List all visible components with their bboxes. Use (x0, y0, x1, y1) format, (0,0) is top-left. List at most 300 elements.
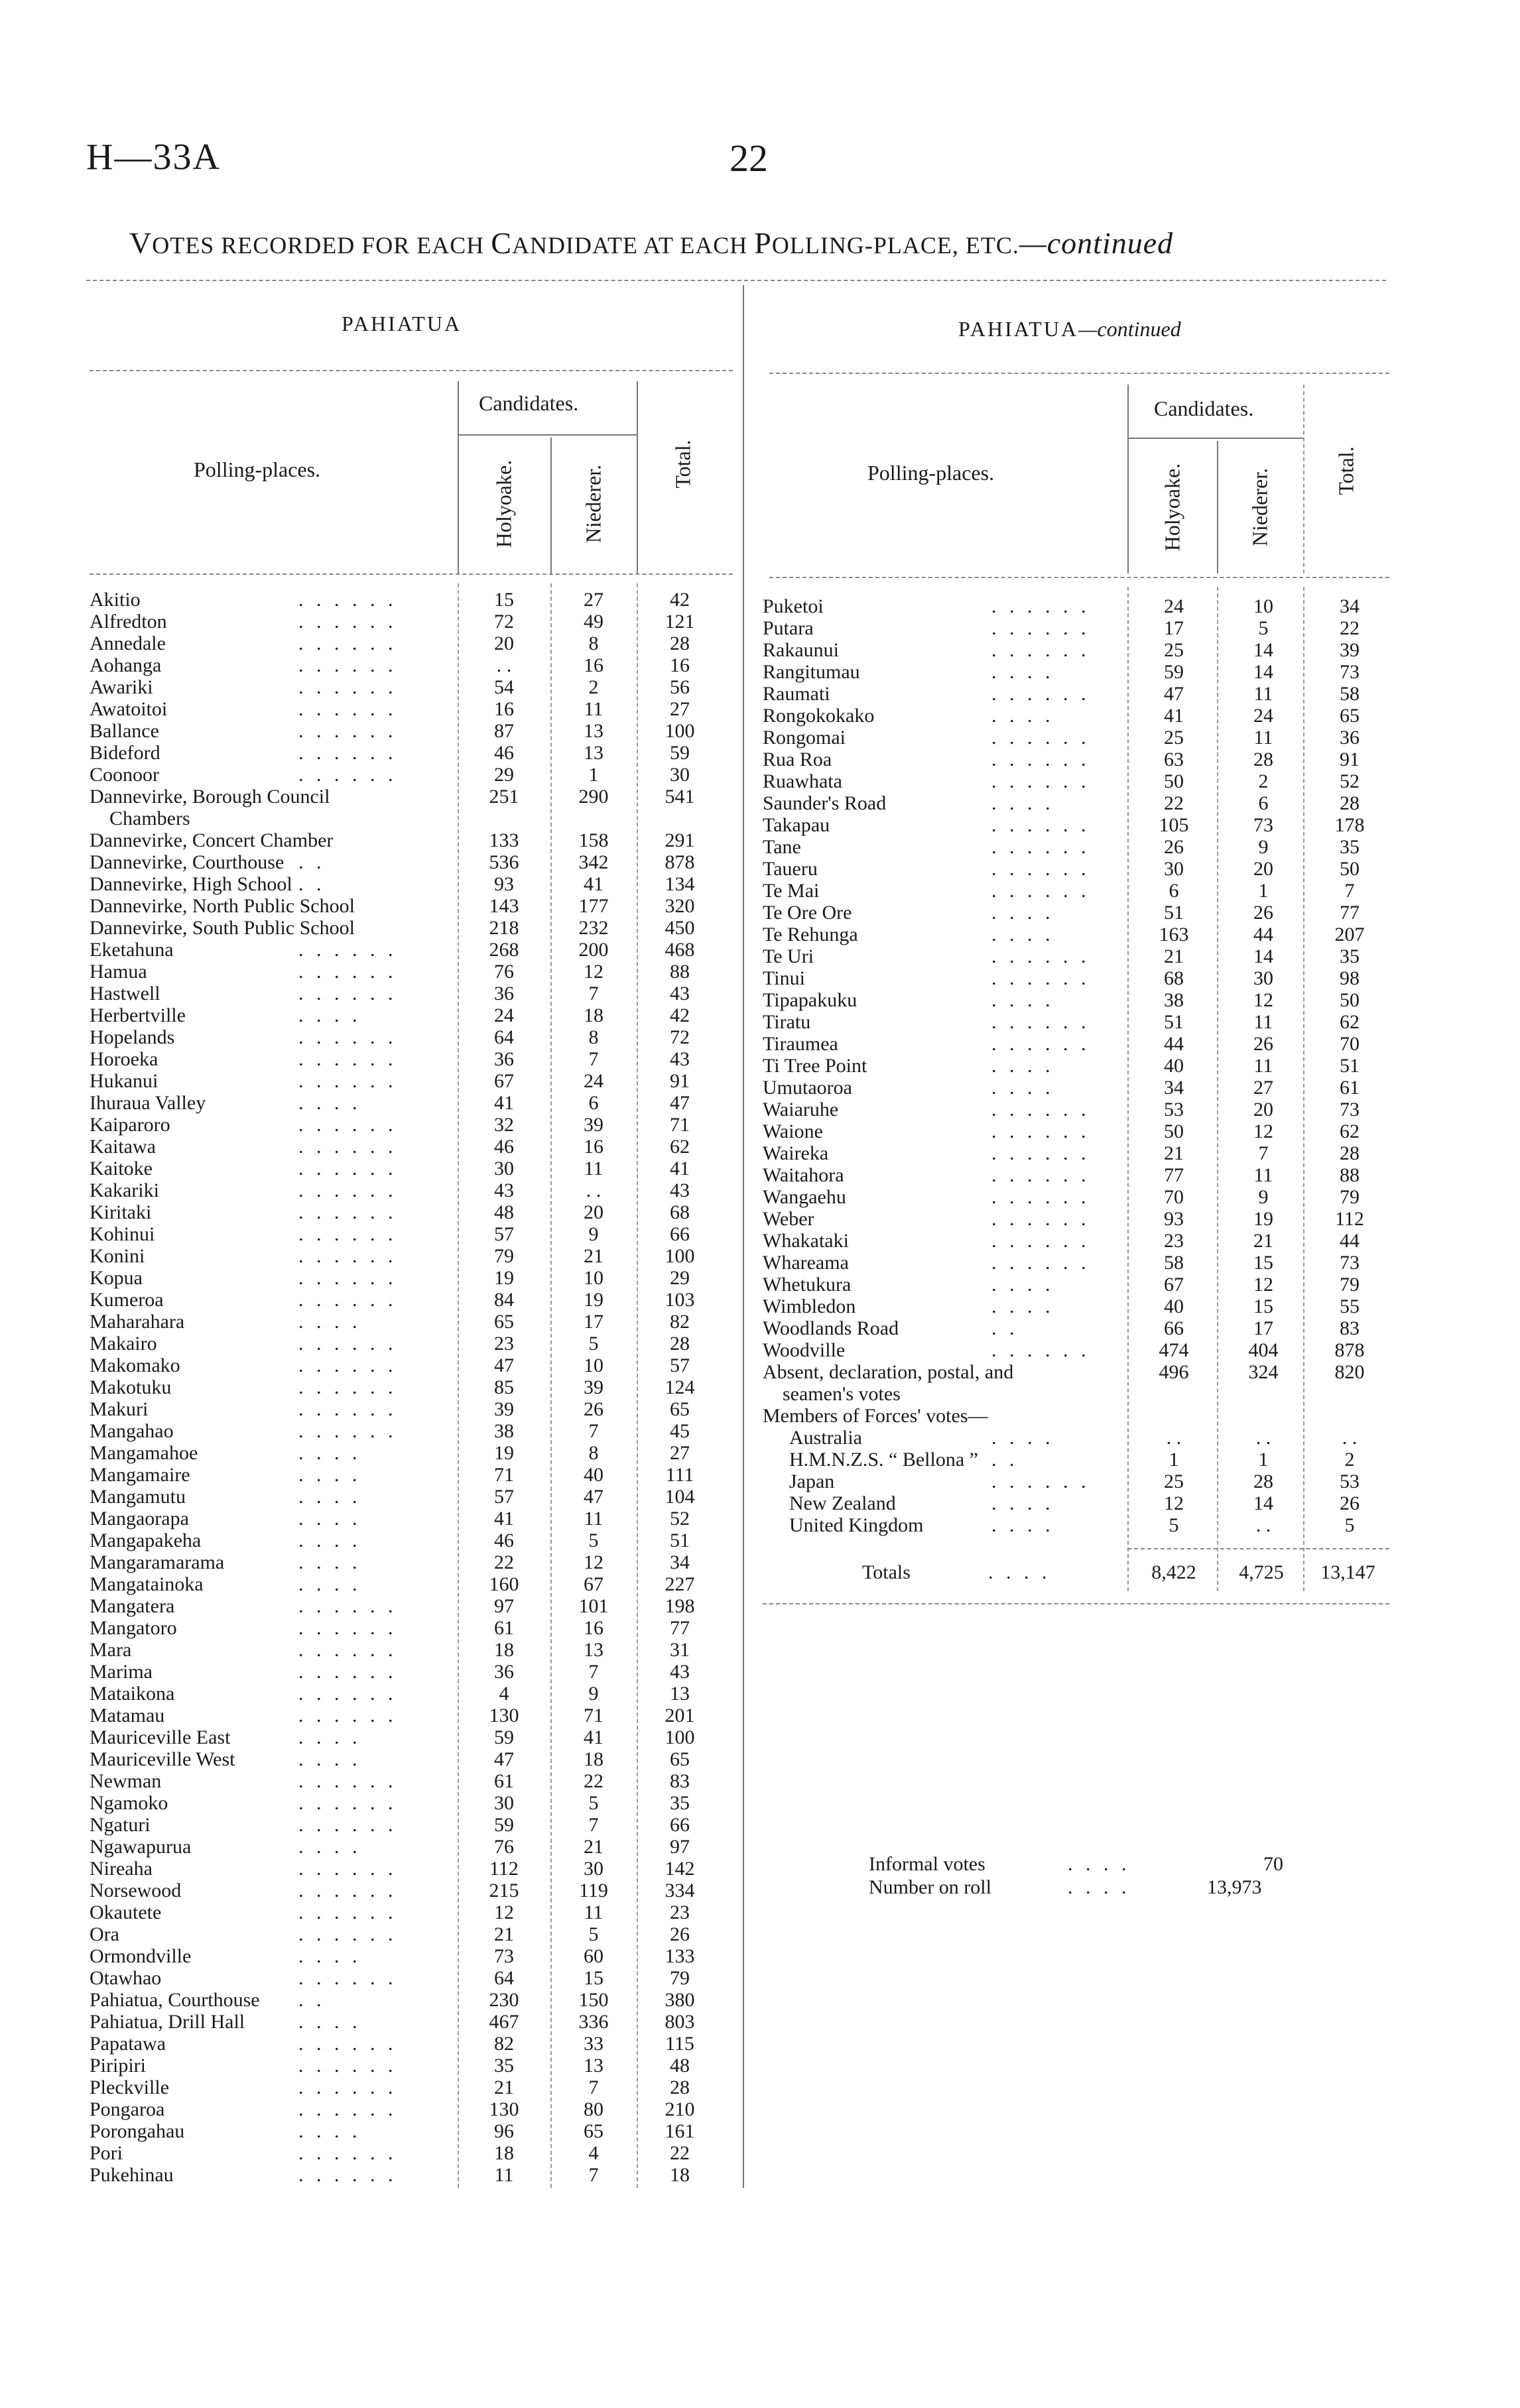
table-row (90, 1726, 733, 1748)
leader-dots: . . (991, 1449, 1019, 1471)
table-row (763, 1120, 1389, 1142)
table-row (763, 792, 1389, 814)
total-votes: 291 (665, 829, 695, 851)
polling-place-name: Nireaha (90, 1858, 153, 1880)
total-votes: 58 (1340, 683, 1360, 705)
right-polling-places-label: Polling-places. (867, 461, 995, 485)
leader-dots: . . . . . . (991, 945, 1090, 967)
leader-dots: . . . . (298, 1464, 361, 1486)
niederer-votes: 5 (588, 1792, 599, 1814)
leader-dots: . . . . . . (991, 595, 1090, 617)
table-row (763, 1164, 1389, 1186)
total-votes: 39 (1340, 639, 1360, 661)
table-row (90, 654, 733, 676)
holyoake-votes: 25 (1164, 639, 1184, 661)
holyoake-votes: 15 (494, 589, 514, 611)
niederer-votes: 232 (578, 917, 609, 939)
table-row (90, 1967, 733, 1989)
table-row (90, 1923, 733, 1945)
niederer-votes: 14 (1253, 639, 1273, 661)
polling-place-name: Pongaroa (90, 2098, 165, 2120)
total-votes: 62 (670, 1136, 690, 1158)
leader-dots: . . . . . . (298, 2098, 397, 2120)
niederer-votes: 12 (1253, 989, 1273, 1011)
niederer-votes: 13 (584, 1639, 603, 1661)
left-col-niederer: Niederer. (581, 464, 605, 544)
niederer-votes: . . (586, 1179, 602, 1201)
niederer-votes: 15 (1253, 1295, 1273, 1317)
polling-place-name: Mangamahoe (90, 1442, 198, 1464)
table-row (90, 1508, 733, 1530)
leader-dots: . . . . (298, 1726, 361, 1748)
title-part: V (129, 226, 153, 260)
table-row (763, 1142, 1389, 1164)
holyoake-votes: 163 (1159, 924, 1189, 945)
total-votes: 227 (665, 1573, 695, 1595)
total-votes: 115 (665, 2033, 694, 2055)
leader-dots: . . (298, 851, 326, 873)
niederer-votes: 11 (584, 1901, 603, 1923)
totals-bottom-rule (763, 1603, 1389, 1604)
total-votes: 73 (1340, 1252, 1360, 1274)
leader-dots: . . . . . . (298, 632, 397, 654)
niederer-votes: 10 (584, 1354, 603, 1376)
polling-place-name: Ihuraua Valley (90, 1092, 206, 1114)
polling-place-name: Hastwell (90, 983, 160, 1004)
table-row (90, 2055, 733, 2077)
total-votes: 43 (670, 1048, 690, 1070)
holyoake-votes: 6 (1169, 880, 1179, 902)
table-row (763, 989, 1389, 1011)
leader-dots: . . . . (298, 1836, 361, 1858)
niederer-votes: 404 (1248, 1339, 1279, 1361)
leader-dots: . . . . (298, 1748, 361, 1770)
left-header-top-rule (90, 370, 733, 371)
table-row (763, 814, 1389, 836)
leader-dots: . . . . (298, 1573, 361, 1595)
table-row (90, 1486, 733, 1508)
niederer-votes: 15 (1253, 1252, 1273, 1274)
table-row (763, 1252, 1389, 1274)
holyoake-votes: 16 (494, 698, 514, 720)
table-row (763, 858, 1389, 880)
table-row (763, 1033, 1389, 1055)
polling-place-name: Te Mai (763, 880, 820, 902)
table-row (763, 945, 1389, 967)
leader-dots: . . . . . . (991, 1471, 1090, 1492)
polling-place-name: Mara (90, 1639, 132, 1661)
total-votes: 468 (665, 939, 695, 961)
total-votes: 57 (670, 1354, 690, 1376)
holyoake-votes: 77 (1164, 1164, 1184, 1186)
leader-dots: . . . . (991, 989, 1054, 1011)
niederer-votes: 22 (584, 1770, 603, 1792)
polling-place-name: seamen's votes (783, 1383, 901, 1405)
niederer-votes: 9 (588, 1683, 599, 1705)
leader-dots: . . . . . . (298, 1070, 397, 1092)
polling-place-name: Dannevirke, Borough Council (90, 786, 330, 808)
total-votes: 34 (670, 1551, 690, 1573)
polling-place-name: Pahiatua, Drill Hall (90, 2011, 245, 2033)
page-number: 22 (729, 137, 768, 180)
holyoake-votes: 12 (494, 1901, 514, 1923)
polling-place-name: Umutaoroa (763, 1077, 852, 1099)
polling-place-name: Okautete (90, 1901, 162, 1923)
polling-place-name: Akitio (90, 589, 141, 611)
polling-place-name: Marima (90, 1661, 153, 1683)
holyoake-votes: 64 (494, 1026, 514, 1048)
leader-dots: . . . . (298, 1092, 361, 1114)
total-votes: 878 (1334, 1339, 1365, 1361)
table-row (763, 1077, 1389, 1099)
table-row (763, 1383, 1389, 1405)
polling-place-name: Ballance (90, 720, 159, 742)
niederer-votes: 9 (1258, 836, 1269, 858)
holyoake-votes: 35 (494, 2055, 514, 2077)
polling-place-name: Hamua (90, 961, 147, 983)
holyoake-votes: 61 (494, 1617, 514, 1639)
leader-dots: . . . . . . (991, 1142, 1090, 1164)
polling-place-name: Kaitawa (90, 1136, 156, 1158)
leader-dots: . . . . . . (298, 1333, 397, 1354)
total-votes: 72 (670, 1026, 690, 1048)
table-row (763, 1449, 1389, 1471)
holyoake-votes: 70 (1164, 1186, 1184, 1208)
total-votes: 124 (665, 1376, 695, 1398)
holyoake-votes: 25 (1164, 1471, 1184, 1492)
total-votes: 59 (670, 742, 690, 764)
polling-place-name: Te Uri (763, 945, 814, 967)
table-row (90, 1530, 733, 1551)
niederer-votes: 324 (1248, 1361, 1279, 1383)
table-row (90, 2142, 733, 2164)
table-row (90, 1136, 733, 1158)
total-votes: 43 (670, 983, 690, 1004)
title-rule (86, 280, 1386, 281)
holyoake-votes: 38 (1164, 989, 1184, 1011)
niederer-votes: 150 (578, 1989, 609, 2011)
leader-dots: . . . . . . (991, 1120, 1090, 1142)
total-votes: 83 (1340, 1317, 1360, 1339)
total-votes: 161 (665, 2120, 695, 2142)
total-votes: 7 (1344, 880, 1355, 902)
holyoake-votes: 41 (494, 1092, 514, 1114)
total-votes: 71 (670, 1114, 690, 1136)
holyoake-votes: 58 (1164, 1252, 1184, 1274)
table-row (90, 1354, 733, 1376)
polling-place-name: Whetukura (763, 1274, 852, 1295)
total-votes: 50 (1340, 989, 1360, 1011)
niederer-votes: 16 (584, 654, 603, 676)
leader-dots: . . . . . . (991, 639, 1090, 661)
title-part: OLLING-PLACE, ETC. (771, 232, 1019, 259)
niederer-votes: 24 (584, 1070, 603, 1092)
title-continued: —continued (1019, 226, 1174, 260)
niederer-votes: 7 (588, 1420, 599, 1442)
niederer-votes: 26 (584, 1398, 603, 1420)
total-votes: 27 (670, 1442, 690, 1464)
table-row (763, 705, 1389, 727)
niederer-votes: 158 (578, 829, 609, 851)
polling-place-name: Awariki (90, 676, 153, 698)
total-votes: 112 (1335, 1208, 1364, 1230)
table-row (763, 683, 1389, 705)
polling-place-name: Makairo (90, 1333, 157, 1354)
total-votes: 65 (670, 1398, 690, 1420)
number-on-roll-value: 13,973 (1207, 1876, 1262, 1898)
niederer-votes: 28 (1253, 1471, 1273, 1492)
polling-place-name: Ngaturi (90, 1814, 151, 1836)
total-votes: 103 (665, 1289, 695, 1311)
total-votes: 27 (670, 698, 690, 720)
polling-place-name: Konini (90, 1245, 145, 1267)
total-votes: 41 (670, 1158, 690, 1179)
leader-dots: . . . . . . (298, 1858, 397, 1880)
holyoake-votes: 93 (494, 873, 514, 895)
table-row (763, 1361, 1389, 1383)
total-votes: 23 (670, 1901, 690, 1923)
total-votes: 13 (670, 1683, 690, 1705)
holyoake-votes: 19 (494, 1267, 514, 1289)
leader-dots: . . . . . . (991, 770, 1090, 792)
total-votes: 66 (670, 1223, 690, 1245)
polling-place-name: Norsewood (90, 1880, 182, 1901)
leader-dots: . . . . . . (298, 1595, 397, 1617)
table-row (90, 1880, 733, 1901)
leader-dots: . . . . (298, 2011, 361, 2033)
total-votes: 62 (1340, 1011, 1360, 1033)
table-row (90, 1026, 733, 1048)
niederer-votes: . . (1255, 1514, 1271, 1536)
niederer-votes: 7 (588, 1661, 599, 1683)
polling-place-name: H.M.N.Z.S. “ Bellona ” (789, 1449, 978, 1471)
holyoake-votes: 143 (489, 895, 519, 917)
holyoake-votes: 105 (1159, 814, 1189, 836)
table-row (90, 1223, 733, 1245)
polling-place-name: Chambers (109, 808, 190, 829)
niederer-votes: 5 (588, 1333, 599, 1354)
leader-dots: . . . . (991, 1274, 1054, 1295)
niederer-votes: 11 (1253, 1055, 1273, 1077)
table-row (90, 873, 733, 895)
niederer-votes: 14 (1253, 945, 1273, 967)
polling-place-name: Whakataki (763, 1230, 849, 1252)
niederer-votes: 71 (584, 1705, 603, 1726)
table-row (763, 902, 1389, 924)
total-votes: 28 (670, 632, 690, 654)
holyoake-votes: 25 (1164, 727, 1184, 749)
table-row (763, 1274, 1389, 1295)
polling-place-name: Pleckville (90, 2077, 169, 2098)
table-row (90, 1989, 733, 2011)
total-votes: 134 (665, 873, 695, 895)
niederer-votes: 13 (584, 720, 603, 742)
niederer-votes: 21 (584, 1836, 603, 1858)
polling-place-name: Wimbledon (763, 1295, 856, 1317)
total-votes: 91 (1340, 749, 1360, 770)
total-votes: 28 (670, 2077, 690, 2098)
total-votes: 43 (670, 1179, 690, 1201)
leader-dots: . . . . . . (991, 1164, 1090, 1186)
total-votes: 28 (670, 1333, 690, 1354)
holyoake-votes: 130 (489, 1705, 519, 1726)
polling-place-name: Rongomai (763, 727, 846, 749)
niederer-votes: 200 (578, 939, 609, 961)
polling-place-name: Australia (789, 1427, 862, 1449)
table-row (90, 1945, 733, 1967)
table-row (90, 1070, 733, 1092)
niederer-votes: 39 (584, 1114, 603, 1136)
holyoake-votes: 21 (494, 1923, 514, 1945)
holyoake-votes: 47 (494, 1748, 514, 1770)
holyoake-votes: 57 (494, 1486, 514, 1508)
niederer-votes: 20 (1253, 1099, 1273, 1120)
table-row (90, 939, 733, 961)
holyoake-votes: 36 (494, 1048, 514, 1070)
right-header-top-rule (769, 373, 1389, 374)
polling-place-name: Members of Forces' votes— (763, 1405, 988, 1427)
holyoake-votes: 93 (1164, 1208, 1184, 1230)
niederer-votes: 26 (1253, 1033, 1273, 1055)
table-row (90, 1158, 733, 1179)
niederer-votes: 10 (1253, 595, 1273, 617)
leader-dots: . . . . . . (991, 1186, 1090, 1208)
holyoake-votes: 84 (494, 1289, 514, 1311)
table-row (90, 1901, 733, 1923)
holyoake-votes: 47 (1164, 683, 1184, 705)
total-votes: 207 (1334, 924, 1365, 945)
niederer-votes: 7 (1258, 1142, 1269, 1164)
leader-dots: . . . . (298, 1486, 361, 1508)
table-row (90, 983, 733, 1004)
total-votes: 16 (670, 654, 690, 676)
polling-place-name: Absent, declaration, postal, and (763, 1361, 1014, 1383)
total-votes: 48 (670, 2055, 690, 2077)
niederer-votes: 19 (1253, 1208, 1273, 1230)
total-votes: 31 (670, 1639, 690, 1661)
table-row (90, 2098, 733, 2120)
niederer-votes: 7 (588, 1814, 599, 1836)
niederer-votes: 14 (1253, 661, 1273, 683)
holyoake-votes: 76 (494, 961, 514, 983)
polling-place-name: Annedale (90, 632, 166, 654)
table-row (90, 917, 733, 939)
niederer-votes: 5 (588, 1923, 599, 1945)
holyoake-votes: 130 (489, 2098, 519, 2120)
leader-dots: . . . . (298, 1551, 361, 1573)
niederer-votes: 336 (578, 2011, 609, 2033)
polling-place-name: Pukehinau (90, 2164, 174, 2186)
right-col-holyoake: Holyoake. (1160, 463, 1184, 552)
title-part: ANDIDATE AT EACH (511, 232, 755, 259)
total-votes: 133 (665, 1945, 695, 1967)
niederer-votes: 49 (584, 611, 603, 632)
total-votes: 83 (670, 1770, 690, 1792)
holyoake-votes: 61 (494, 1770, 514, 1792)
table-row (763, 727, 1389, 749)
niederer-votes: 2 (1258, 770, 1269, 792)
niederer-votes: 13 (584, 2055, 603, 2077)
niederer-votes: 44 (1253, 924, 1273, 945)
total-votes: 820 (1334, 1361, 1365, 1383)
total-votes: 35 (670, 1792, 690, 1814)
leader-dots: . . . . (991, 1295, 1054, 1317)
number-on-roll-label: Number on roll (869, 1876, 991, 1898)
holyoake-votes: 251 (489, 786, 519, 808)
table-row (763, 1011, 1389, 1033)
total-votes: 62 (1340, 1120, 1360, 1142)
holyoake-votes: 79 (494, 1245, 514, 1267)
number-on-roll-dots: . . . . (1068, 1876, 1131, 1898)
niederer-votes: 11 (1253, 1011, 1273, 1033)
right-header-divider (1217, 441, 1218, 573)
leader-dots: . . . . . . (991, 1208, 1090, 1230)
total-votes: 43 (670, 1661, 690, 1683)
title-part: OTES RECORDED FOR EACH (152, 232, 491, 259)
table-row (90, 2011, 733, 2033)
leader-dots: . . . . (298, 1945, 361, 1967)
holyoake-votes: 218 (489, 917, 519, 939)
total-votes: 320 (665, 895, 695, 917)
totals-dots: . . . . (988, 1561, 1051, 1583)
table-row (90, 1551, 733, 1573)
leader-dots: . . . . (991, 1514, 1054, 1536)
left-table-body (90, 589, 733, 2186)
polling-place-name: Pori (90, 2142, 123, 2164)
column-divider (743, 285, 744, 2188)
leader-dots: . . . . . . (298, 1376, 397, 1398)
leader-dots: . . . . . . (991, 858, 1090, 880)
holyoake-votes: 67 (494, 1070, 514, 1092)
table-row (90, 895, 733, 917)
leader-dots: . . . . . . (991, 880, 1090, 902)
table-row (763, 1317, 1389, 1339)
holyoake-votes: 41 (1164, 705, 1184, 727)
polling-place-name: Dannevirke, High School (90, 873, 292, 895)
leader-dots: . . . . . . (298, 1705, 397, 1726)
polling-place-name: Herbertville (90, 1004, 186, 1026)
right-candidates-label: Candidates. (1154, 396, 1254, 420)
holyoake-votes: 467 (489, 2011, 519, 2033)
leader-dots: . . . . . . (298, 1026, 397, 1048)
table-row (763, 880, 1389, 902)
niederer-votes: 8 (588, 1442, 599, 1464)
polling-place-name: Dannevirke, Courthouse (90, 851, 285, 873)
leader-dots: . . . . . . (298, 1923, 397, 1945)
table-row (90, 1814, 733, 1836)
niederer-votes: 47 (584, 1486, 603, 1508)
holyoake-votes: 65 (494, 1311, 514, 1333)
right-col-niederer: Niederer. (1247, 467, 1272, 547)
polling-place-name: Ora (90, 1923, 119, 1945)
right-col-total: Total. (1334, 446, 1358, 495)
total-votes: 18 (670, 2164, 690, 2186)
niederer-votes: 33 (584, 2033, 603, 2055)
table-row (90, 1092, 733, 1114)
table-row (90, 589, 733, 611)
niederer-votes: 39 (584, 1376, 603, 1398)
leader-dots: . . (298, 873, 326, 895)
total-votes: 79 (1340, 1274, 1360, 1295)
niederer-votes: 13 (584, 742, 603, 764)
holyoake-votes: 30 (1164, 858, 1184, 880)
polling-place-name: Dannevirke, Concert Chamber (90, 829, 334, 851)
page-title (129, 225, 1173, 261)
holyoake-votes: 63 (1164, 749, 1184, 770)
table-row (90, 1245, 733, 1267)
leader-dots: . . . . . . (298, 698, 397, 720)
niederer-votes: 24 (1253, 705, 1273, 727)
